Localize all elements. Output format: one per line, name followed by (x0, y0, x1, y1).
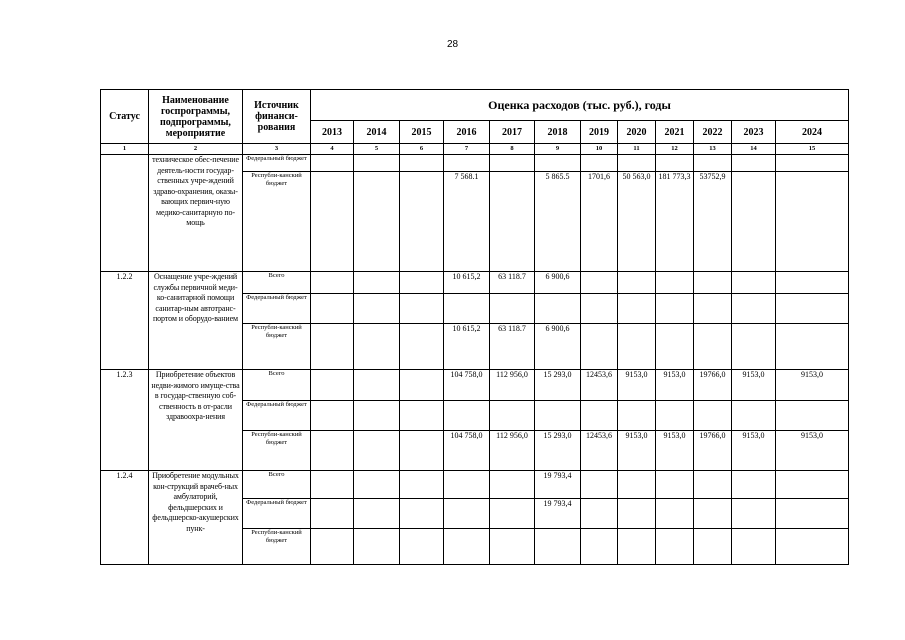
value-cell: 15 293,0 (535, 431, 581, 471)
value-cell (400, 499, 444, 529)
value-cell (354, 172, 400, 272)
value-cell: 181 773,3 (656, 172, 694, 272)
funding-source-cell: Республи-канский бюджет (243, 529, 311, 565)
value-cell (311, 155, 354, 172)
column-number: 15 (776, 144, 849, 155)
column-number: 13 (694, 144, 732, 155)
value-cell: 9153,0 (618, 370, 656, 401)
table-row (101, 272, 849, 294)
value-cell (732, 272, 776, 294)
measure-name-cell: Оснащение учре-ждений службы первичной меди-ко-санитарной помощи санитар-ным автотранс-портом и оборудо-ванием (149, 272, 243, 370)
value-cell (776, 401, 849, 431)
value-cell (400, 272, 444, 294)
column-number: 14 (732, 144, 776, 155)
table-row (101, 471, 849, 499)
value-cell (400, 431, 444, 471)
value-cell (490, 294, 535, 324)
funding-source-cell: Федеральный бюджет (243, 499, 311, 529)
header-year: 2018 (535, 121, 581, 144)
value-cell (311, 172, 354, 272)
value-cell (400, 529, 444, 565)
value-cell (776, 529, 849, 565)
value-cell (311, 324, 354, 370)
value-cell (354, 401, 400, 431)
value-cell (694, 272, 732, 294)
value-cell: 104 758,0 (444, 370, 490, 401)
value-cell (354, 431, 400, 471)
value-cell (490, 401, 535, 431)
value-cell: 7 568.1 (444, 172, 490, 272)
value-cell (776, 272, 849, 294)
value-cell: 6 900,6 (535, 324, 581, 370)
value-cell (581, 471, 618, 499)
value-cell: 15 293,0 (535, 370, 581, 401)
value-cell (444, 294, 490, 324)
value-cell (776, 172, 849, 272)
value-cell: 10 615,2 (444, 272, 490, 294)
value-cell: 50 563,0 (618, 172, 656, 272)
funding-source-cell: Всего (243, 370, 311, 401)
column-number: 12 (656, 144, 694, 155)
value-cell (354, 529, 400, 565)
value-cell (444, 155, 490, 172)
header-year: 2014 (354, 121, 400, 144)
funding-source-cell: Республи-канский бюджет (243, 431, 311, 471)
value-cell (656, 529, 694, 565)
value-cell: 104 758,0 (444, 431, 490, 471)
value-cell: 9153,0 (776, 431, 849, 471)
value-cell: 9153,0 (776, 370, 849, 401)
header-year: 2019 (581, 121, 618, 144)
value-cell (581, 272, 618, 294)
measure-name-cell: Приобретение объектов недви-жимого имуще-ства в государ-ственную соб-ственность в от-расли здравоохра-нения (149, 370, 243, 471)
value-cell (656, 401, 694, 431)
value-cell (581, 155, 618, 172)
funding-source-cell: Всего (243, 471, 311, 499)
value-cell (732, 471, 776, 499)
value-cell (581, 324, 618, 370)
header-year: 2020 (618, 121, 656, 144)
value-cell: 63 118.7 (490, 324, 535, 370)
header-status: Статус (101, 90, 149, 144)
value-cell: 5 865.5 (535, 172, 581, 272)
value-cell (776, 294, 849, 324)
value-cell (400, 294, 444, 324)
value-cell (694, 294, 732, 324)
funding-source-cell: Республи-канский бюджет (243, 324, 311, 370)
header-expenses: Оценка расходов (тыс. руб.), годы (311, 90, 849, 121)
page-number: 28 (446, 39, 459, 50)
value-cell (444, 529, 490, 565)
funding-source-cell: Федеральный бюджет (243, 294, 311, 324)
value-cell (581, 499, 618, 529)
value-cell (618, 155, 656, 172)
column-number: 1 (101, 144, 149, 155)
value-cell (618, 294, 656, 324)
funding-source-cell: Республи-канский бюджет (243, 172, 311, 272)
value-cell (311, 431, 354, 471)
column-number: 7 (444, 144, 490, 155)
value-cell: 9153,0 (618, 431, 656, 471)
value-cell: 112 956,0 (490, 370, 535, 401)
value-cell (656, 471, 694, 499)
column-number: 6 (400, 144, 444, 155)
value-cell (311, 529, 354, 565)
funding-source-cell: Федеральный бюджет (243, 155, 311, 172)
value-cell (490, 471, 535, 499)
value-cell (656, 272, 694, 294)
value-cell (535, 155, 581, 172)
value-cell (354, 370, 400, 401)
value-cell (354, 155, 400, 172)
status-cell (101, 155, 149, 272)
value-cell (618, 471, 656, 499)
header-source: Источник финанси-рования (243, 90, 311, 144)
value-cell (732, 324, 776, 370)
value-cell: 19766,0 (694, 431, 732, 471)
column-number: 8 (490, 144, 535, 155)
column-number: 11 (618, 144, 656, 155)
column-number: 10 (581, 144, 618, 155)
status-cell: 1.2.3 (101, 370, 149, 471)
value-cell (311, 471, 354, 499)
value-cell: 12453,6 (581, 370, 618, 401)
header-year: 2017 (490, 121, 535, 144)
value-cell (490, 529, 535, 565)
value-cell (732, 499, 776, 529)
header-year: 2015 (400, 121, 444, 144)
header-year: 2013 (311, 121, 354, 144)
value-cell (400, 370, 444, 401)
column-number: 3 (243, 144, 311, 155)
value-cell (311, 499, 354, 529)
column-number: 5 (354, 144, 400, 155)
value-cell: 1701,6 (581, 172, 618, 272)
value-cell: 9153,0 (656, 431, 694, 471)
header-name: Наименование госпрограммы, подпрограммы, мероприятие (149, 90, 243, 144)
value-cell (400, 471, 444, 499)
value-cell (581, 401, 618, 431)
value-cell (694, 471, 732, 499)
header-year: 2021 (656, 121, 694, 144)
value-cell (535, 401, 581, 431)
value-cell (732, 529, 776, 565)
value-cell (400, 172, 444, 272)
value-cell (776, 324, 849, 370)
value-cell (490, 172, 535, 272)
value-cell (732, 401, 776, 431)
value-cell (354, 294, 400, 324)
value-cell (694, 529, 732, 565)
value-cell (618, 272, 656, 294)
value-cell (311, 294, 354, 324)
value-cell: 6 900,6 (535, 272, 581, 294)
value-cell (444, 499, 490, 529)
value-cell (535, 294, 581, 324)
value-cell (694, 401, 732, 431)
value-cell: 9153,0 (732, 431, 776, 471)
header-year: 2024 (776, 121, 849, 144)
header-year: 2022 (694, 121, 732, 144)
value-cell (656, 324, 694, 370)
value-cell (490, 499, 535, 529)
value-cell: 12453,6 (581, 431, 618, 471)
value-cell (311, 401, 354, 431)
column-number: 9 (535, 144, 581, 155)
value-cell (400, 324, 444, 370)
value-cell (618, 401, 656, 431)
budget-table (100, 89, 849, 565)
value-cell (444, 471, 490, 499)
value-cell: 53752,9 (694, 172, 732, 272)
column-number: 2 (149, 144, 243, 155)
value-cell (694, 499, 732, 529)
value-cell (732, 294, 776, 324)
status-cell: 1.2.2 (101, 272, 149, 370)
value-cell: 19 793,4 (535, 471, 581, 499)
funding-source-cell: Всего (243, 272, 311, 294)
value-cell (656, 294, 694, 324)
value-cell: 63 118.7 (490, 272, 535, 294)
value-cell (694, 324, 732, 370)
value-cell (618, 529, 656, 565)
value-cell (656, 155, 694, 172)
column-number: 4 (311, 144, 354, 155)
value-cell (732, 172, 776, 272)
measure-name-cell: техническое обес-печение деятель-ности государ-ственных учре-ждений здраво-охранения, оказы-вающих первич-ную медико-санитарную по-мощь (149, 155, 243, 272)
value-cell (656, 499, 694, 529)
value-cell (732, 155, 776, 172)
value-cell: 19766,0 (694, 370, 732, 401)
value-cell (490, 155, 535, 172)
value-cell (776, 471, 849, 499)
value-cell (535, 529, 581, 565)
value-cell: 9153,0 (732, 370, 776, 401)
value-cell (400, 155, 444, 172)
value-cell (354, 272, 400, 294)
table-row (101, 370, 849, 401)
header-year: 2016 (444, 121, 490, 144)
value-cell (694, 155, 732, 172)
value-cell (354, 471, 400, 499)
value-cell (618, 499, 656, 529)
value-cell (400, 401, 444, 431)
status-cell: 1.2.4 (101, 471, 149, 565)
value-cell (311, 272, 354, 294)
value-cell (354, 499, 400, 529)
value-cell (776, 155, 849, 172)
table-row (101, 155, 849, 172)
value-cell (311, 370, 354, 401)
funding-source-cell: Федеральный бюджет (243, 401, 311, 431)
header-year: 2023 (732, 121, 776, 144)
measure-name-cell: Приобретение модульных кон-струкций врачеб-ных амбулаторий, фельдшерских и фельдшерско-акушерских пунк- (149, 471, 243, 565)
value-cell (354, 324, 400, 370)
value-cell (581, 294, 618, 324)
value-cell: 112 956,0 (490, 431, 535, 471)
value-cell: 10 615,2 (444, 324, 490, 370)
value-cell: 19 793,4 (535, 499, 581, 529)
value-cell (581, 529, 618, 565)
value-cell: 9153,0 (656, 370, 694, 401)
value-cell (776, 499, 849, 529)
value-cell (618, 324, 656, 370)
value-cell (444, 401, 490, 431)
